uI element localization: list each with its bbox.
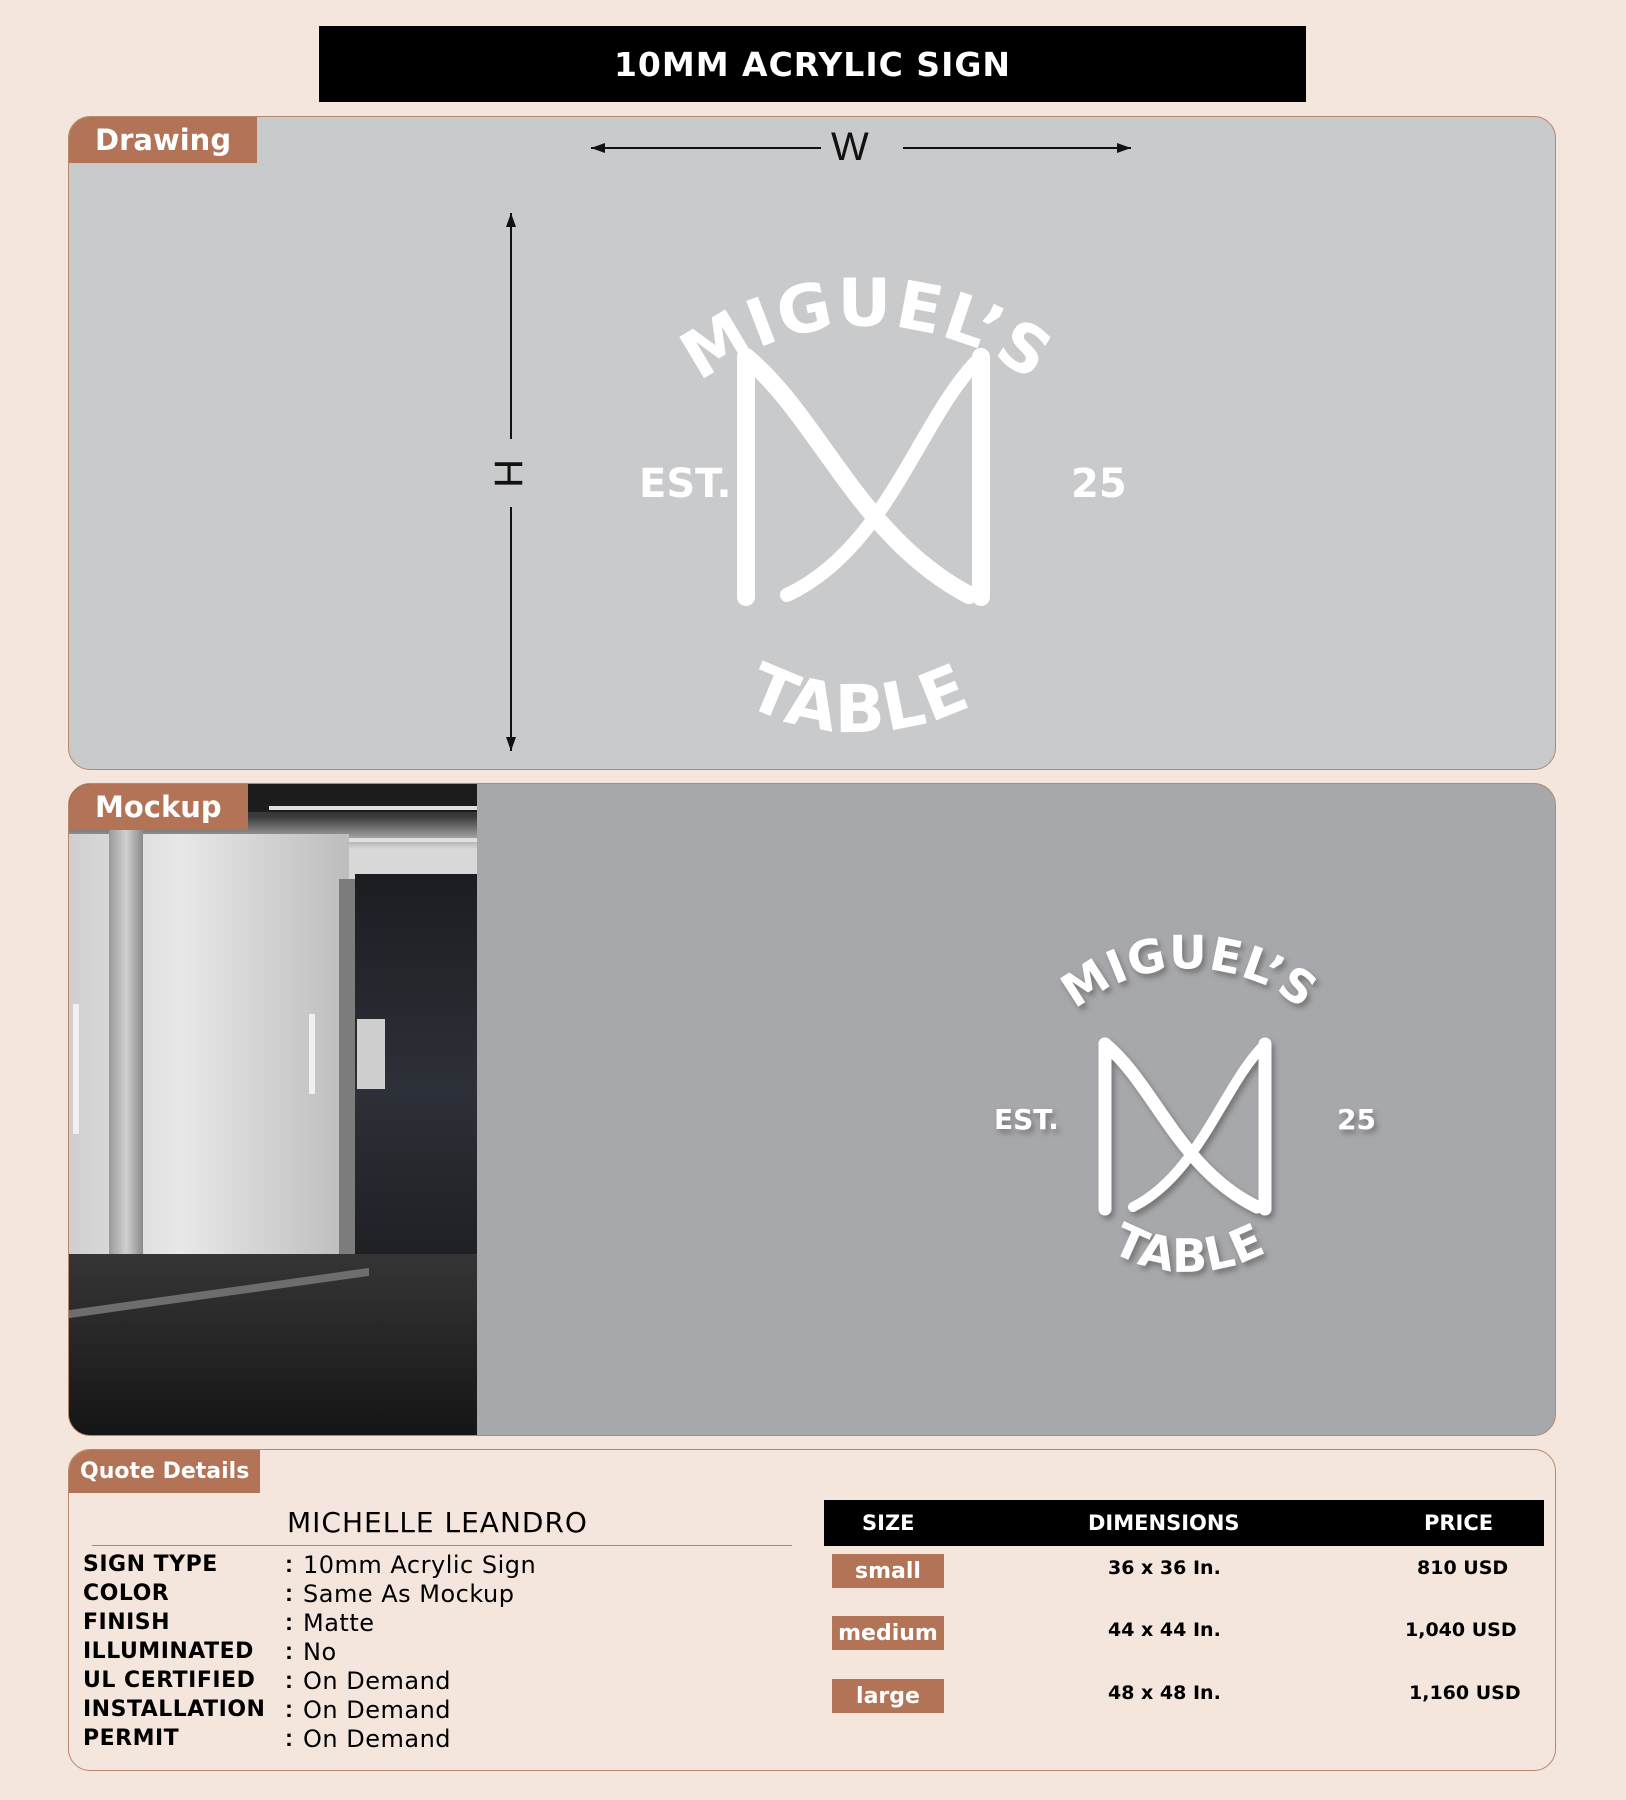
height-label: H xyxy=(485,459,530,488)
logo-bottom-text: TABLE xyxy=(737,648,981,749)
mockup-logo xyxy=(69,784,1556,1436)
spec-value: On Demand xyxy=(303,1666,452,1695)
page-title: 10MM ACRYLIC SIGN xyxy=(319,26,1306,102)
spec-value: On Demand xyxy=(303,1695,452,1724)
price-cell: 1,040 USD xyxy=(1405,1619,1517,1641)
mockup-logo-bottom-text: TABLE xyxy=(1105,1212,1273,1283)
spec-key: INSTALLATION xyxy=(83,1697,266,1722)
svg-text:TABLE xyxy=(738,649,981,749)
logo-top-text: MIGUEL’S xyxy=(667,264,1067,396)
spec-key: FINISH xyxy=(83,1610,171,1635)
mockup-logo-top-text: MIGUEL’S xyxy=(1051,925,1328,1019)
spec-value: 10mm Acrylic Sign xyxy=(303,1550,537,1579)
price-row xyxy=(824,1554,1544,1594)
drawing-tab: Drawing xyxy=(69,117,257,163)
spec-row: SIGN TYPE : 10mm Acrylic Sign xyxy=(83,1550,537,1579)
spec-key: SIGN TYPE xyxy=(83,1552,218,1577)
header-dimensions: DIMENSIONS xyxy=(1088,1511,1240,1535)
size-badge: small xyxy=(832,1554,944,1588)
svg-text:MIGUEL’S xyxy=(1051,925,1327,1018)
mockup-panel xyxy=(68,783,1556,1436)
spec-key: COLOR xyxy=(83,1581,170,1606)
price-row xyxy=(824,1616,1544,1656)
spec-key: PERMIT xyxy=(83,1726,180,1751)
mockup-tab: Mockup xyxy=(69,784,248,830)
spec-key: UL CERTIFIED xyxy=(83,1668,256,1693)
quote-tab: Quote Details xyxy=(69,1450,260,1493)
dimensions-cell: 36 x 36 In. xyxy=(1108,1557,1221,1579)
spec-row: ILLUMINATED : No xyxy=(83,1637,337,1666)
divider xyxy=(92,1545,792,1546)
spec-value: On Demand xyxy=(303,1724,452,1753)
price-table-header xyxy=(824,1500,1544,1546)
spec-row: UL CERTIFIED : On Demand xyxy=(83,1666,452,1695)
size-badge: medium xyxy=(832,1616,944,1650)
spec-row: PERMIT : On Demand xyxy=(83,1724,452,1753)
dimensions-cell: 44 x 44 In. xyxy=(1108,1619,1221,1641)
client-name: MICHELLE LEANDRO xyxy=(287,1506,588,1539)
drawing-panel xyxy=(68,116,1556,770)
mockup-logo-est-text: EST. xyxy=(994,1103,1059,1136)
header-price: PRICE xyxy=(1424,1511,1494,1535)
spec-row: FINISH : Matte xyxy=(83,1608,375,1637)
price-cell: 1,160 USD xyxy=(1409,1682,1521,1704)
spec-key: ILLUMINATED xyxy=(83,1639,254,1664)
size-badge: large xyxy=(832,1679,944,1713)
price-cell: 810 USD xyxy=(1417,1557,1509,1579)
width-label: W xyxy=(831,125,869,169)
logo-year-text: 25 xyxy=(1071,461,1127,507)
drawing-logo xyxy=(69,117,1556,770)
spec-value: No xyxy=(303,1637,337,1666)
mockup-logo-year-text: 25 xyxy=(1337,1103,1376,1136)
monogram-icon xyxy=(746,357,981,597)
svg-text:TABLE xyxy=(1106,1212,1273,1282)
mockup-monogram-icon xyxy=(1105,1044,1265,1209)
spec-row: INSTALLATION : On Demand xyxy=(83,1695,452,1724)
dimensions-cell: 48 x 48 In. xyxy=(1108,1682,1221,1704)
spec-row: COLOR : Same As Mockup xyxy=(83,1579,515,1608)
logo-est-text: EST. xyxy=(639,461,732,507)
svg-text:MIGUEL’S xyxy=(668,264,1067,395)
spec-value: Matte xyxy=(303,1608,375,1637)
header-size: SIZE xyxy=(862,1511,915,1535)
price-row xyxy=(824,1679,1544,1719)
quote-panel xyxy=(68,1449,1556,1771)
spec-value: Same As Mockup xyxy=(303,1579,515,1608)
